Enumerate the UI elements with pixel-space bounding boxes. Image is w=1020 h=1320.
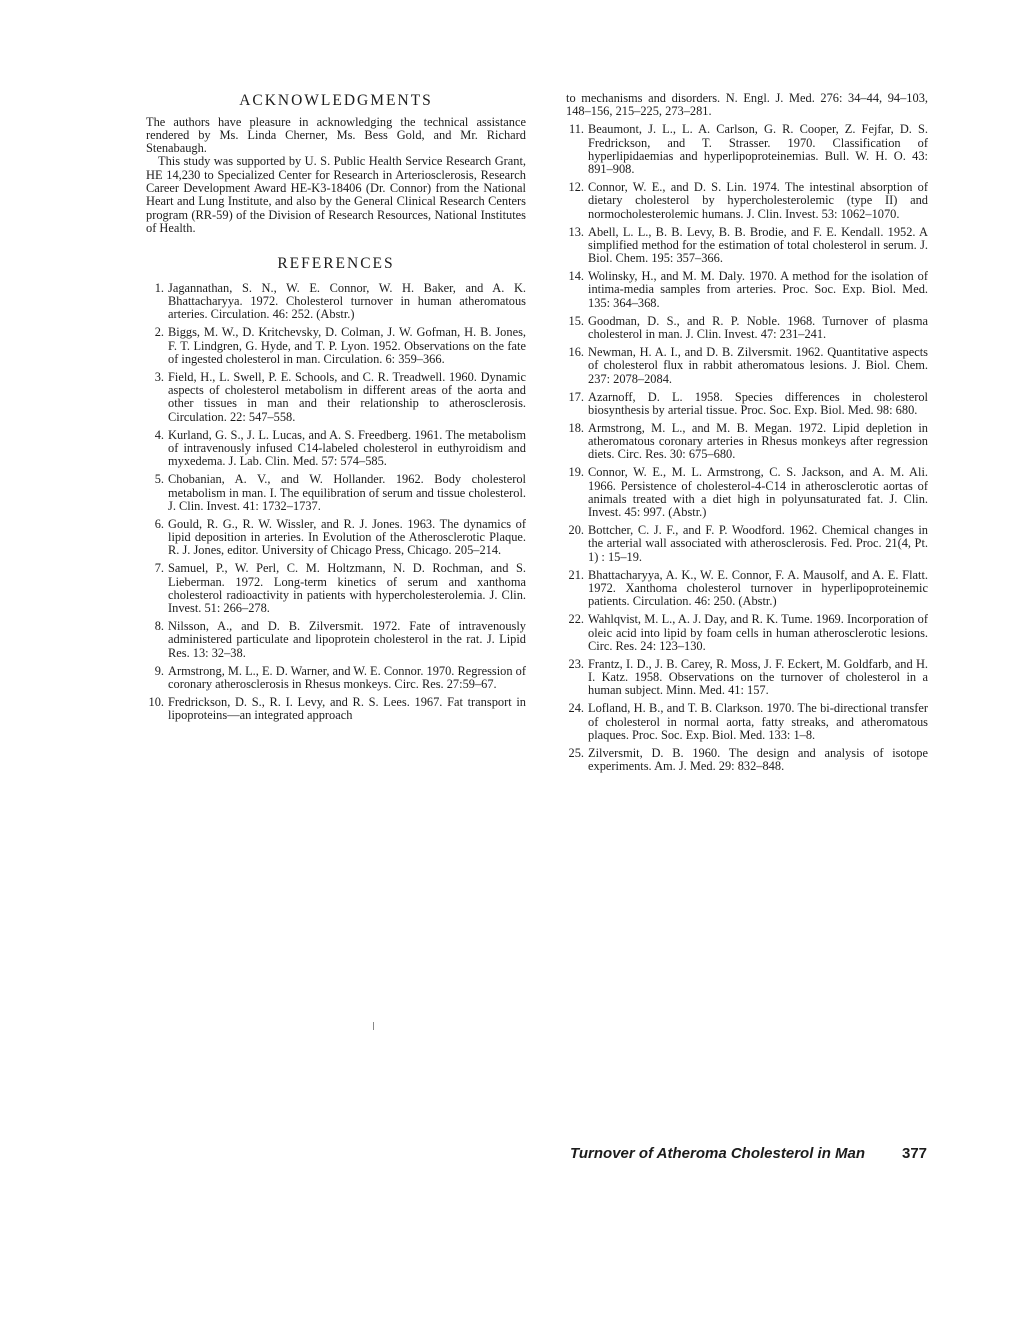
reference-text: Goodman, D. S., and R. P. Noble. 1968. Turnover of plasma cholesterol in man. J. Clin. Invest. 47: 231–241.	[588, 313, 928, 341]
reference-number: 7.	[154, 561, 164, 576]
reference-number: 13.	[568, 224, 584, 239]
page-number: 377	[902, 1145, 928, 1162]
reference-item	[566, 422, 928, 462]
reference-text: Bhattacharyya, A. K., W. E. Connor, F. A. Mausolf, and A. E. Flatt. 1972. Xanthoma cholesterol turnover in hyperlipoproteinemic patients. Circulation. 46: 250. (Abstr.)	[588, 567, 928, 609]
reference-text: Azarnoff, D. L. 1958. Species differences in cholesterol biosynthesis by arterial tissue. Proc. Soc. Exp. Biol. Med. 98: 680.	[588, 389, 928, 417]
reference-number: 15.	[568, 313, 584, 328]
print-mark	[373, 1022, 374, 1030]
reference-text: Lofland, H. B., and T. B. Clarkson. 1970. The bi-directional transfer of cholesterol in normal aorta, fatty streaks, and atheromatous plaques. Proc. Soc. Exp. Biol. Med. 133: 1–8.	[588, 701, 928, 742]
reference-number: 21.	[568, 567, 584, 582]
reference-item	[566, 613, 928, 653]
reference-text: Chobanian, A. V., and W. Hollander. 1962. Body cholesterol metabolism in man. I. The equilibration of serum and tissue cholesterol. J. Clin. Invest. 41: 1732–1737.	[168, 472, 526, 513]
reference-text: Field, H., L. Swell, P. E. Schools, and C. R. Treadwell. 1960. Dynamic aspects of cholesterol metabolism in different areas of the aorta and other tissues in man and their relationship to atherosclerosis. Circulation. 22: 547–558.	[168, 369, 526, 424]
reference-number: 9.	[154, 663, 164, 678]
reference-item	[566, 270, 928, 310]
reference-number: 4.	[154, 427, 164, 442]
reference-text: Gould, R. G., R. W. Wissler, and R. J. Jones. 1963. The dynamics of lipid deposition in arteries. In Evolution of the Atherosclerotic Plaque. R. J. Jones, editor. University of Chicago Press, Chicago. 205–214.	[168, 516, 526, 558]
reference-item	[146, 371, 526, 424]
reference-text: Connor, W. E., and D. S. Lin. 1974. The intestinal absorption of dietary cholesterol by hypercholesterolemic (type II) and normocholesterolemic humans. J. Clin. Invest. 53: 1062–1070.	[588, 180, 928, 221]
reference-item	[566, 315, 928, 342]
reference-text: Wahlqvist, M. L., A. J. Day, and R. K. Tume. 1969. Incorporation of oleic acid into lipid by foam cells in human atherosclerotic lesions. Circ. Res. 24: 123–130.	[588, 612, 928, 653]
reference-text: Zilversmit, D. B. 1960. The design and analysis of isotope experiments. Am. J. Med. 29: 832–848.	[588, 745, 928, 774]
reference-item	[566, 226, 928, 266]
reference-number: 18.	[568, 420, 584, 435]
reference-item	[566, 524, 928, 564]
reference-item	[566, 181, 928, 221]
reference-text: Abell, L. L., B. B. Levy, B. B. Brodie, and F. E. Kendall. 1952. A simplified method for the estimation of total cholesterol in serum. J. Biol. Chem. 195: 357–366.	[588, 224, 928, 266]
reference-item	[146, 518, 526, 558]
reference-number: 22.	[568, 612, 584, 627]
reference-item	[566, 658, 928, 698]
reference-item	[566, 569, 928, 609]
reference-item	[566, 747, 928, 774]
reference-text: Beaumont, J. L., L. A. Carlson, G. R. Cooper, Z. Fejfar, D. S. Fredrickson, and T. Strasser. 1970. Classification of hyperlipidaemias and hyperlipoproteinemias. Bull. W. H. O. 43: 891–908.	[588, 122, 928, 177]
reference-text: Armstrong, M. L., E. D. Warner, and W. E. Connor. 1970. Regression of coronary atherosclerosis in Rhesus monkeys. Circ. Res. 27:59–67.	[168, 663, 526, 691]
reference-text: Wolinsky, H., and M. M. Daly. 1970. A method for the isolation of intima-media samples from arteries. Proc. Soc. Exp. Biol. Med. 135: 364–368.	[588, 269, 928, 310]
reference-number: 19.	[568, 465, 584, 480]
reference-number: 1.	[154, 280, 164, 295]
left-column	[146, 92, 526, 727]
reference-item	[566, 702, 928, 742]
reference-item	[566, 391, 928, 418]
acknowledgments-heading: ACKNOWLEDGMENTS	[239, 92, 433, 109]
reference-number: 6.	[154, 516, 164, 531]
reference-item	[146, 696, 526, 723]
reference-number: 8.	[154, 619, 164, 634]
reference-item	[566, 466, 928, 519]
reference-number: 3.	[154, 369, 164, 384]
reference-text: Bottcher, C. J. F., and F. P. Woodford. 1962. Chemical changes in the arterial wall associated with atherosclerosis. Fed. Proc. 21(4, Pt. 1) : 15–19.	[588, 523, 928, 564]
reference-item	[146, 620, 526, 660]
reference-item	[146, 326, 526, 366]
reference-item	[566, 346, 928, 386]
reference-text: Frantz, I. D., J. B. Carey, R. Moss, J. F. Eckert, M. Goldfarb, and H. I. Katz. 1958. Observations on the turnover of cholesterol in a human subject. Minn. Med. 41: 157.	[588, 656, 928, 698]
reference-number: 14.	[568, 269, 584, 284]
references-heading: REFERENCES	[277, 255, 395, 273]
reference-number: 16.	[568, 345, 584, 360]
reference-number: 20.	[568, 523, 584, 538]
reference-number: 10.	[148, 695, 164, 710]
reference-item	[146, 665, 526, 692]
reference-item	[146, 282, 526, 322]
reference-text: Jagannathan, S. N., W. E. Connor, W. H. Baker, and A. K. Bhattacharyya. 1972. Cholesterol turnover in human atheromatous arteries. Circulation. 46: 252. (Abstr.)	[168, 280, 526, 322]
reference-item	[146, 429, 526, 469]
right-column	[566, 92, 928, 778]
reference-text: Kurland, G. S., J. L. Lucas, and A. S. Freedberg. 1961. The metabolism of intravenously infused C14-labeled cholesterol in euthyroidism and myxedema. J. Lab. Clin. Med. 57: 574–585.	[168, 427, 526, 469]
reference-continuation: to mechanisms and disorders. N. Engl. J. Med. 276: 34–44, 94–103, 148–156, 215–225, 273–281.	[566, 91, 928, 119]
reference-number: 12.	[568, 180, 584, 195]
reference-item	[146, 473, 526, 513]
reference-item	[566, 123, 928, 176]
reference-number: 25.	[568, 745, 584, 760]
reference-number: 2.	[154, 325, 164, 340]
reference-number: 23.	[568, 656, 584, 671]
reference-text: Biggs, M. W., D. Kritchevsky, D. Colman, J. W. Gofman, H. B. Jones, F. T. Lindgren, G. Hyde, and T. P. Lyon. 1952. Observations on the fate of ingested cholesterol in man. Circulation. 6: 359–366.	[168, 325, 526, 366]
reference-text: Connor, W. E., M. L. Armstrong, C. S. Jackson, and A. M. Ali. 1966. Persistence of cholesterol-4-C14 in atherosclerotic aortas of animals treated with a diet high in polyunsaturated fat. J. Clin. Invest. 45: 997. (Abstr.)	[588, 465, 928, 520]
reference-text: Armstrong, M. L., and M. B. Megan. 1972. Lipid depletion in atheromatous coronary arteries in Rhesus monkeys after regression diets. Circ. Res. 30: 675–680.	[588, 420, 928, 462]
reference-text: Newman, H. A. I., and D. B. Zilversmit. 1962. Quantitative aspects of cholesterol flux in rabbit atheromatous lesions. J. Biol. Chem. 237: 2078–2084.	[588, 345, 928, 386]
reference-text: Fredrickson, D. S., R. I. Levy, and R. S. Lees. 1967. Fat transport in lipoproteins—an integrated approach	[168, 695, 526, 723]
reference-number: 24.	[568, 701, 584, 716]
acknowledgments-paragraph: This study was supported by U. S. Public Health Service Research Grant, HE 14,230 to Specialized Center for Research in Arteriosclerosis, Research Career Development Award HE-K3-18406 (Dr. Connor) from the National Heart and Lung Institute, and also by the General Clinical Research Centers program (RR-59) of the Division of Research Resources, National Institutes of Health.	[146, 154, 526, 235]
reference-text: Samuel, P., W. Perl, C. M. Holtzmann, N. D. Rochman, and S. Lieberman. 1972. Long-term kinetics of serum and xanthoma cholesterol radioactivity in patients with hypercholesterolemia. J. Clin. Invest. 51: 266–278.	[168, 561, 526, 616]
reference-number: 11.	[568, 122, 584, 137]
acknowledgments-paragraph: The authors have pleasure in acknowledging the technical assistance rendered by Ms. Linda Cherner, Ms. Bess Gold, and Mr. Richard Stenabaugh.	[146, 114, 526, 156]
reference-number: 17.	[568, 389, 584, 404]
running-title: Turnover of Atheroma Cholesterol in Man	[570, 1145, 866, 1162]
reference-text: Nilsson, A., and D. B. Zilversmit. 1972. Fate of intravenously administered particulate and lipoprotein cholesterol in the rat. J. Lipid Res. 13: 32–38.	[168, 619, 526, 660]
reference-item	[146, 562, 526, 615]
reference-number: 5.	[154, 472, 164, 487]
